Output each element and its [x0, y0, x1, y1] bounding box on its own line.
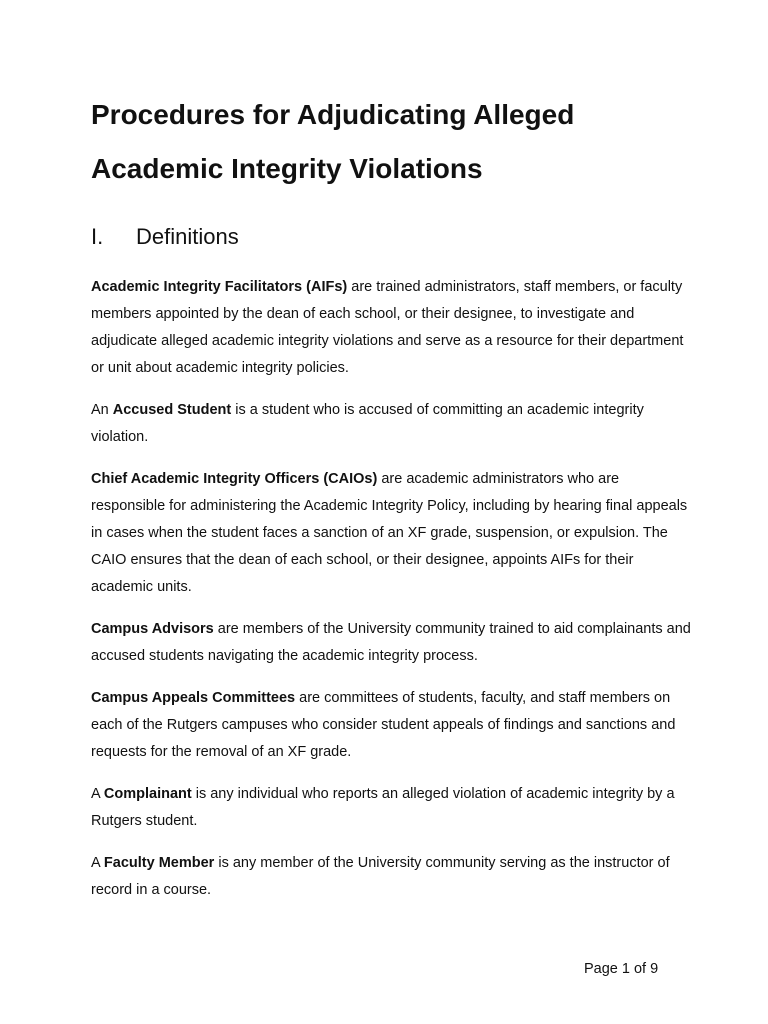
title-line-2: Academic Integrity Violations	[91, 153, 483, 184]
definition-paragraph	[91, 685, 691, 766]
section-number: I.	[91, 224, 104, 249]
definition-body: are members of the University community trained to aid complainants and accused students navigating the academic integrity process.	[91, 621, 691, 664]
definition-prefix: An	[91, 402, 113, 418]
definition-term: Academic Integrity Facilitators (AIFs)	[91, 279, 348, 295]
page-number-footer: Page 1 of 9	[584, 961, 659, 977]
definition-term: Complainant	[103, 786, 192, 802]
definition-body: is any individual who reports an alleged violation of academic integrity by a Rutgers student.	[91, 786, 675, 829]
definition-paragraph	[91, 781, 691, 835]
definition-term: Faculty Member	[103, 855, 215, 871]
definition-body: are academic administrators who are responsible for administering the Academic Integrity Policy, including by hearing final appeals in cases when the student faces a sanction of an XF grade, suspension, or expulsion. The CAIO ensures that the dean of each school, or their designee, appoints AIFs for their academic units.	[91, 471, 688, 595]
document-page	[91, 88, 691, 904]
definition-body: are trained administrators, staff members, or faculty members appointed by the dean of each school, or their designee, to investigate and adjudicate alleged academic integrity violations and serve as a resource for their department or unit about academic integrity policies.	[91, 279, 684, 376]
definition-paragraph	[91, 850, 691, 904]
definition-term: Campus Appeals Committees	[91, 690, 296, 706]
definition-paragraph	[91, 616, 691, 670]
document-title	[91, 88, 691, 196]
definition-body: are committees of students, faculty, and staff members on each of the Rutgers campuses who consider student appeals of findings and sanctions and requests for the removal of an XF grade.	[91, 690, 676, 760]
definition-prefix: A	[91, 855, 104, 871]
definition-body: is any member of the University community serving as the instructor of record in a course.	[91, 855, 670, 898]
section-heading	[91, 222, 691, 252]
definition-paragraph	[91, 397, 691, 451]
definition-body: is a student who is accused of committing an academic integrity violation.	[91, 402, 644, 445]
title-line-1: Procedures for Adjudicating Alleged	[91, 99, 575, 130]
definition-term: Campus Advisors	[91, 621, 214, 637]
definition-paragraph	[91, 274, 691, 382]
definition-term: Chief Academic Integrity Officers (CAIOs)	[91, 471, 378, 487]
definition-prefix: A	[91, 786, 104, 802]
definition-term: Accused Student	[112, 402, 232, 418]
section-title: Definitions	[136, 224, 239, 249]
definition-paragraph	[91, 466, 691, 601]
